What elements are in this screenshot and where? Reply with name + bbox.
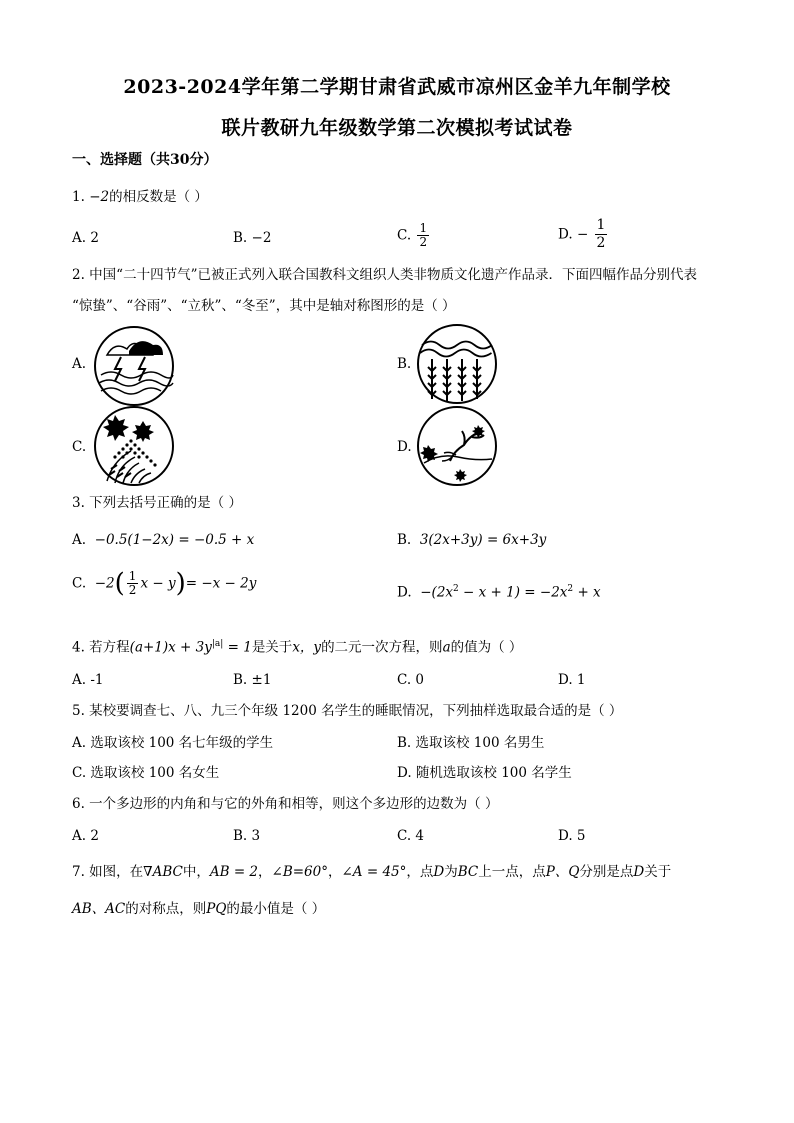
q2-option-d-image-dongzhi	[416, 405, 498, 487]
q5-option-a: A. 选取该校 100 名七年级的学生	[72, 735, 274, 751]
q3-option-c: C. −2( $\frac{1}{2}$ x − y)= −x − 2y	[72, 568, 257, 599]
q3-option-c-fraction: $\frac{1}{2}$	[128, 569, 137, 597]
q5-option-d: D. 随机选取该校 100 名学生	[397, 765, 572, 781]
q1-number: 1.	[72, 189, 85, 205]
question-2-line-2: “惊蛰”、“谷雨”、“立秋”、“冬至”，其中是轴对称图形的是（ ）	[72, 298, 456, 314]
q4-option-d: D. 1	[558, 672, 586, 688]
q2-option-b-image-guyu	[416, 323, 498, 405]
question-1-stem	[72, 188, 208, 206]
q4-option-a: A. -1	[72, 672, 104, 688]
q1-option-c-fraction: $\frac{1}{2}$	[419, 221, 428, 249]
q5-option-b: B. 选取该校 100 名男生	[397, 735, 545, 751]
q1-option-d: D. − $\frac{1}{2}$	[558, 217, 606, 251]
q1-option-c: C. $\frac{1}{2}$	[397, 221, 428, 249]
question-6-stem: 6. 一个多边形的内角和与它的外角和相等，则这个多边形的边数为（ ）	[72, 796, 499, 812]
q4-option-b: B. ±1	[233, 672, 272, 688]
question-3-stem: 3. 下列去括号正确的是（ ）	[72, 495, 242, 511]
paper-title-line-1: 2023-2024学年第二学期甘肃省武威市凉州区金羊九年制学校	[123, 76, 671, 98]
q5-option-c: C. 选取该校 100 名女生	[72, 765, 220, 781]
q6-option-a: A. 2	[72, 828, 99, 844]
q1-expression: −2	[89, 189, 110, 205]
q3-option-d: D. $-(2x^2 - x + 1) = -2x^2 + x$	[397, 584, 601, 601]
q2-option-c-label: C.	[72, 439, 87, 455]
q3-option-b: B. 3(2x+3y) = 6x+3y	[397, 532, 547, 548]
q3-option-a: A. −0.5(1−2x) = −0.5 + x	[72, 532, 255, 548]
question-2-line-1: 2. 中国“二十四节气”已被正式列入联合国教科文组织人类非物质文化遗产作品录．下面四幅作品分别代表	[72, 267, 697, 283]
question-4-stem: 4. 若方程$(a+1)x + 3y^{|a|} = 1$是关于x，y的二元一次方程，则a的值为（ ）	[72, 639, 523, 656]
question-5-stem: 5. 某校要调查七、八、九三个年级 1200 名学生的睡眠情况，下列抽样选取最合适的是（ ）	[72, 703, 623, 719]
q2-option-a-image-jingzhe	[93, 325, 175, 407]
q1-option-a: A. 2	[72, 230, 99, 246]
q2-option-d-label: D.	[397, 439, 412, 455]
q2-option-c-image-liqiu	[93, 405, 175, 487]
q6-option-b: B. 3	[233, 828, 261, 844]
paper-title-line-2: 联片教研九年级数学第二次模拟考试试卷	[221, 117, 573, 139]
question-7-line-2: AB、AC的对称点，则PQ的最小值是（ ）	[72, 901, 326, 917]
q1-option-b: B. −2	[233, 230, 272, 246]
q6-option-d: D. 5	[558, 828, 586, 844]
q1-text: 的相反数是（ ）	[109, 189, 208, 205]
q2-option-b-label: B.	[397, 356, 412, 372]
q2-option-a-label: A.	[72, 356, 87, 372]
q4-option-c: C. 0	[397, 672, 425, 688]
question-7-line-1: 7. 如图，在∇ABC中，AB = 2，∠B=60°，∠A = 45°，点D为BC上一点，点P、Q分别是点D关于	[72, 864, 672, 880]
section-heading: 一、选择题（共30分）	[72, 152, 218, 168]
q6-option-c: C. 4	[397, 828, 425, 844]
q1-option-d-fraction: $\frac{1}{2}$	[596, 217, 606, 251]
